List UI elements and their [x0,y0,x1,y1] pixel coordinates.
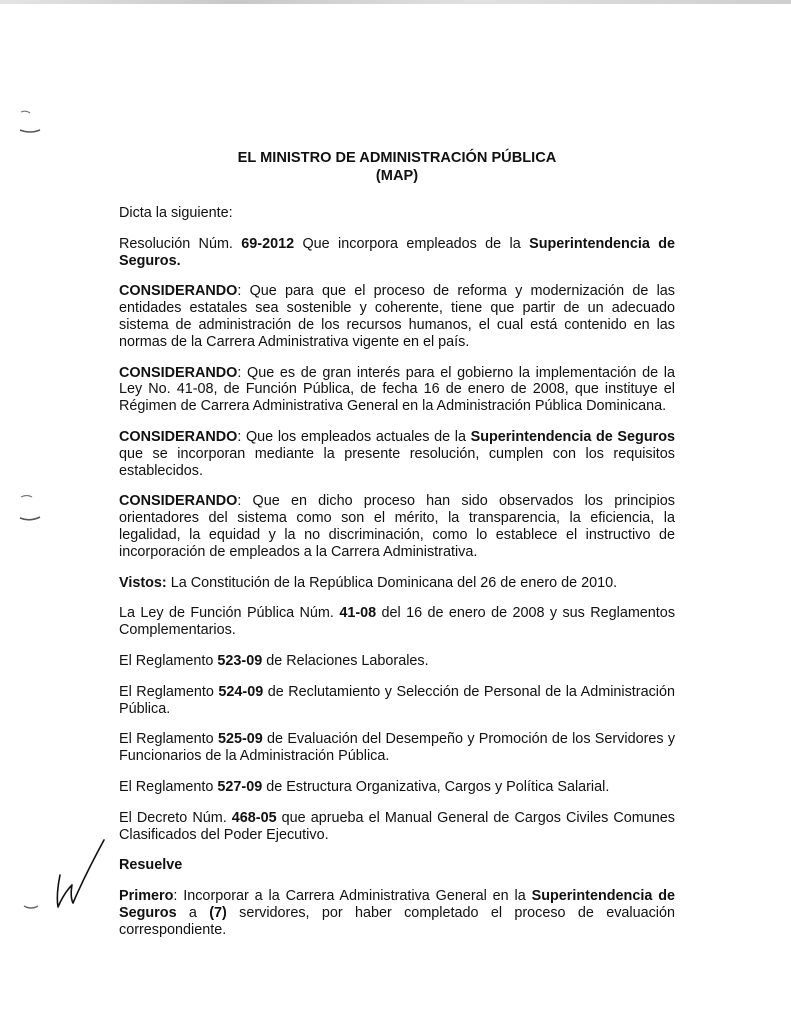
reference-ley-41-08: La Ley de Función Pública Núm. 41-08 del 16 de enero de 2008 y sus Reglamentos Complementarios. [119,605,676,639]
reference-reglamento-525-09: El Reglamento 525-09 de Evaluación del Desempeño y Promoción de los Servidores y Funcionarios de la Administración Pública. [119,731,676,765]
document-title [119,150,675,185]
resolution-number: 69-2012 [241,235,295,252]
primero-article: Primero: Incorporar a la Carrera Administrativa General en la Superintendencia de Seguros a (7) servidores, por haber completado el proceso de evaluación correspondiente. [119,888,676,938]
scan-edge-artifact [0,0,791,4]
reference-decreto-468-05: El Decreto Núm. 468-05 que aprueba el Manual General de Cargos Civiles Comunes Clasificados del Poder Ejecutivo. [119,809,676,843]
resuelve-heading: Resuelve [119,857,183,874]
considerando-4: CONSIDERANDO: Que en dicho proceso han sido observados los principios orientadores del sistema como son el mérito, la transparencia, la eficiencia, la legalidad, la equidad y la no discriminación, como lo establece el instructivo de incorporación de empleados a la Carrera Administrativa. [119,493,675,560]
title-line-2: (MAP) [375,167,419,184]
reference-reglamento-527-09: El Reglamento 527-09 de Estructura Organizativa, Cargos y Política Salarial. [119,778,610,795]
resolution-document [119,150,675,953]
resolution-statement: Resolución Núm. 69-2012 Que incorpora empleados de la Superintendencia de Seguros. [119,235,675,269]
handwritten-initials [40,835,110,915]
punch-hole-mark-middle [18,492,44,526]
punch-hole-mark-top [18,108,44,138]
title-line-1: EL MINISTRO DE ADMINISTRACIÓN PÚBLICA [237,150,557,166]
reference-reglamento-524-09: El Reglamento 524-09 de Reclutamiento y Selección de Personal de la Administración Pública. [119,683,676,717]
vistos: Vistos: La Constitución de la República Dominicana del 26 de enero de 2010. [119,574,618,591]
considerando-1: CONSIDERANDO: Que para que el proceso de reforma y modernización de las entidades estatales sea sostenible y coherente, tiene que partir de un adecuado sistema de administración de los recursos humanos, el cual está contenido en las normas de la Carrera Administrativa vigente en el país. [119,283,675,350]
resolution-entity: Superintendencia de Seguros. [119,235,675,269]
considerando-3: CONSIDERANDO: Que los empleados actuales de la Superintendencia de Seguros que se incorporan mediante la presente resolución, cumplen con los requisitos establecidos. [119,428,675,479]
intro-line: Dicta la siguiente: [119,205,233,221]
punch-hole-mark-bottom [22,900,42,914]
reference-reglamento-523-09: El Reglamento 523-09 de Relaciones Laborales. [119,652,429,669]
considerando-2: CONSIDERANDO: Que es de gran interés para el gobierno la implementación de la Ley No. 41-08, de Función Pública, de fecha 16 de enero de 2008, que instituye el Régimen de Carrera Administrativa General en la Administración Pública Dominicana. [119,364,675,415]
